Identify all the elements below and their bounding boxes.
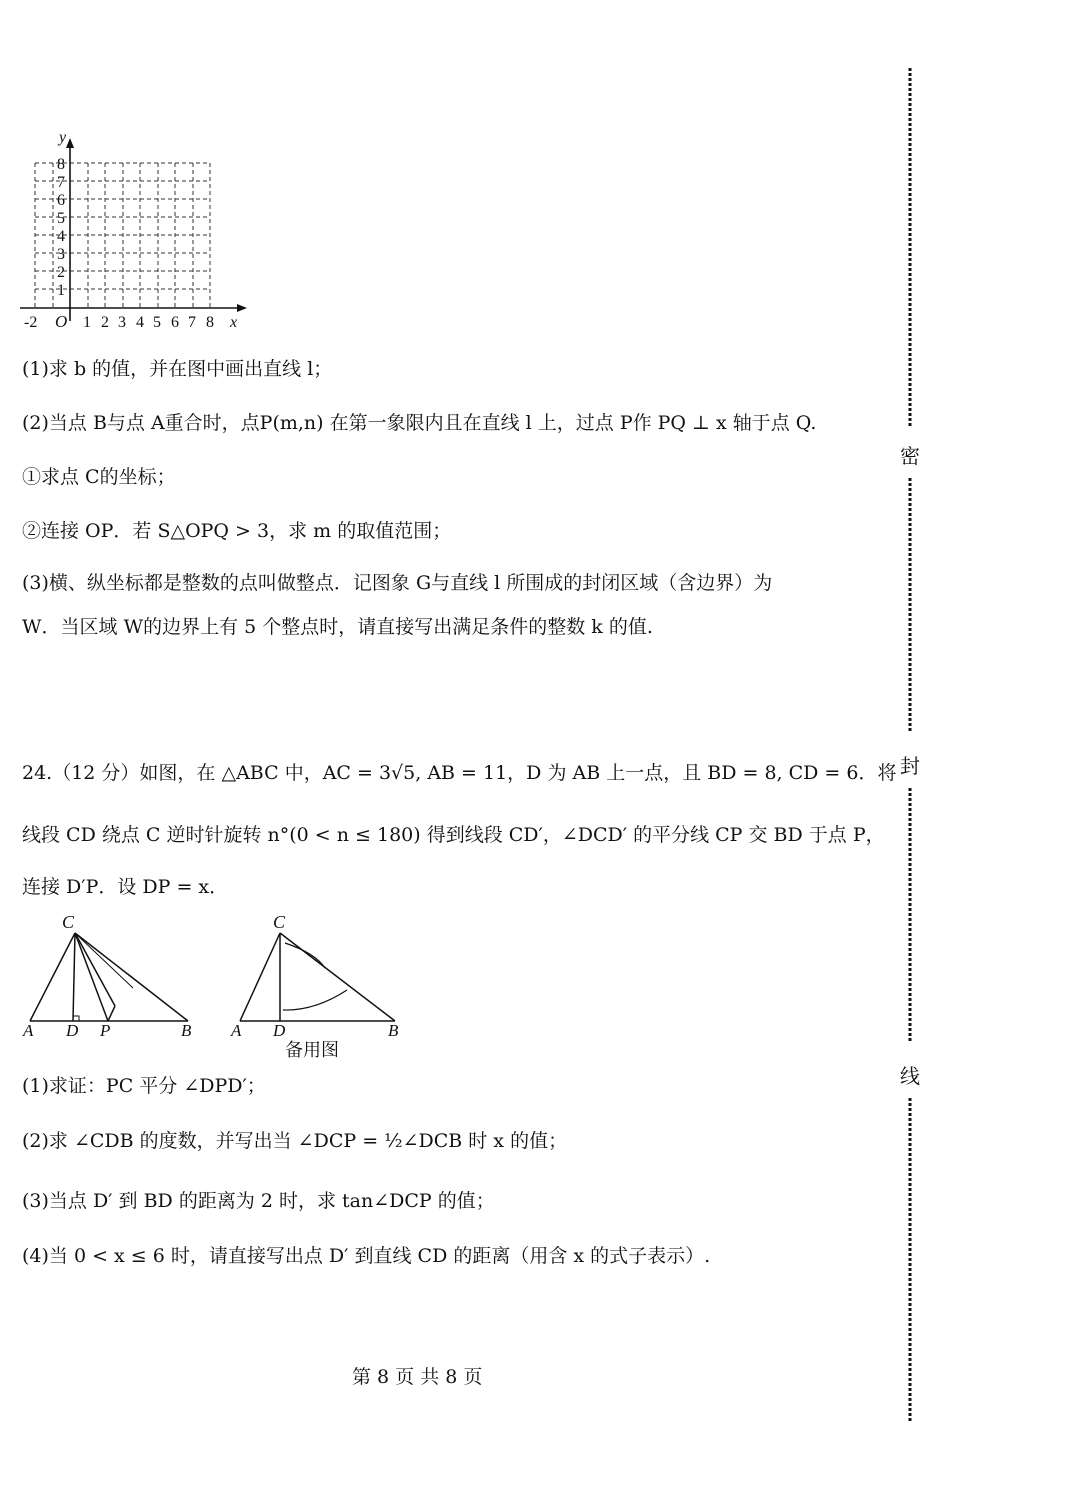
binding-mark-enclose: 封	[900, 754, 920, 778]
x-tick-label: 1	[83, 314, 91, 331]
label-c: C	[62, 912, 75, 932]
q24-part2: (2)求 ∠CDB 的度数，并写出当 ∠DCP = ½∠DCB 时 x 的值；	[22, 1130, 568, 1152]
label-a: A	[231, 1021, 242, 1040]
y-axis-label: y	[59, 129, 67, 146]
segment-cd	[73, 933, 75, 1021]
q24-part1: (1)求证：PC 平分 ∠DPD′；	[22, 1075, 266, 1097]
y-tick-label: 3	[57, 246, 65, 263]
segment-d-prime-p	[108, 1006, 115, 1021]
label-d: D	[273, 1021, 286, 1040]
y-tick-labels	[57, 156, 65, 299]
label-d: D	[66, 1021, 79, 1040]
label-c: C	[273, 912, 286, 932]
arc-mark-top	[285, 943, 325, 968]
triangle-figure-1	[15, 908, 215, 1043]
binding-margin	[895, 68, 925, 1428]
x-tick-label: 7	[188, 314, 196, 331]
y-tick-label: 7	[57, 174, 65, 191]
label-b: B	[388, 1021, 399, 1040]
segment-ac	[240, 933, 280, 1021]
y-axis-arrow	[66, 138, 74, 148]
y-tick-label: 1	[57, 282, 65, 299]
y-tick-label: 4	[57, 228, 65, 245]
x-axis-arrow	[237, 304, 247, 312]
y-tick-label: 8	[57, 156, 65, 173]
page-footer: 第 8 页 共 8 页	[352, 1366, 483, 1388]
q24-stem-line2: 线段 CD 绕点 C 逆时针旋转 n°(0 < n ≤ 180) 得到线段 CD′，∠DCD′ 的平分线 CP 交 BD 于点 P，	[22, 824, 885, 846]
y-tick-label: 5	[57, 210, 65, 227]
q23-part1: (1)求 b 的值，并在图中画出直线 l；	[22, 358, 333, 380]
x-tick-label: -2	[24, 314, 38, 331]
triangle-figure-2	[225, 908, 415, 1043]
label-a: A	[23, 1021, 34, 1040]
binding-mark-seal: 密	[900, 444, 920, 468]
origin-label: O	[55, 312, 68, 331]
segment-bc	[280, 933, 395, 1021]
binding-mark-line: 线	[900, 1064, 920, 1088]
y-tick-label: 2	[57, 264, 65, 281]
q24-part4: (4)当 0 < x ≤ 6 时，请直接写出点 D′ 到直线 CD 的距离（用含 x 的式子表示）.	[22, 1245, 711, 1267]
x-tick-label: 3	[118, 314, 126, 331]
segment-cd-prime	[75, 933, 115, 1006]
x-tick-label: 8	[206, 314, 214, 331]
x-axis-label: x	[230, 314, 238, 331]
q23-part2-b: ②连接 OP．若 S△OPQ > 3，求 m 的取值范围；	[22, 520, 452, 542]
x-tick-label: 5	[153, 314, 161, 331]
x-tick-label: 2	[101, 314, 109, 331]
coordinate-grid-figure	[15, 125, 260, 335]
x-tick-labels	[24, 314, 214, 331]
label-p: P	[100, 1021, 111, 1040]
segment-ac	[30, 933, 75, 1021]
q23-part3-line1: (3)横、纵坐标都是整数的点叫做整点．记图象 G与直线 l 所围成的封闭区域（含边界）为	[22, 572, 773, 594]
q23-part2-a: ①求点 C的坐标；	[22, 466, 176, 488]
y-tick-label: 6	[57, 192, 65, 209]
label-b: B	[181, 1021, 192, 1040]
q24-stem-line3: 连接 D′P．设 DP = x．	[22, 876, 229, 898]
arc-mark-bottom	[283, 990, 347, 1010]
q24-part3: (3)当点 D′ 到 BD 的距离为 2 时，求 tan∠DCP 的值；	[22, 1190, 495, 1212]
backup-figure-caption: 备用图	[285, 1040, 339, 1061]
x-tick-label: 6	[171, 314, 179, 331]
q24-stem-line1: 24.（12 分）如图，在 △ABC 中，AC = 3√5, AB = 11，D 为 AB 上一点，且 BD = 8, CD = 6．将	[22, 762, 897, 784]
q23-part3-line2: W．当区域 W的边界上有 5 个整点时，请直接写出满足条件的整数 k 的值.	[22, 616, 653, 638]
construction-line	[75, 933, 133, 988]
q23-part2: (2)当点 B与点 A重合时，点P(m,n) 在第一象限内且在直线 l 上，过点 P作 PQ ⊥ x 轴于点 Q.	[22, 412, 817, 434]
x-tick-label: 4	[136, 314, 144, 331]
